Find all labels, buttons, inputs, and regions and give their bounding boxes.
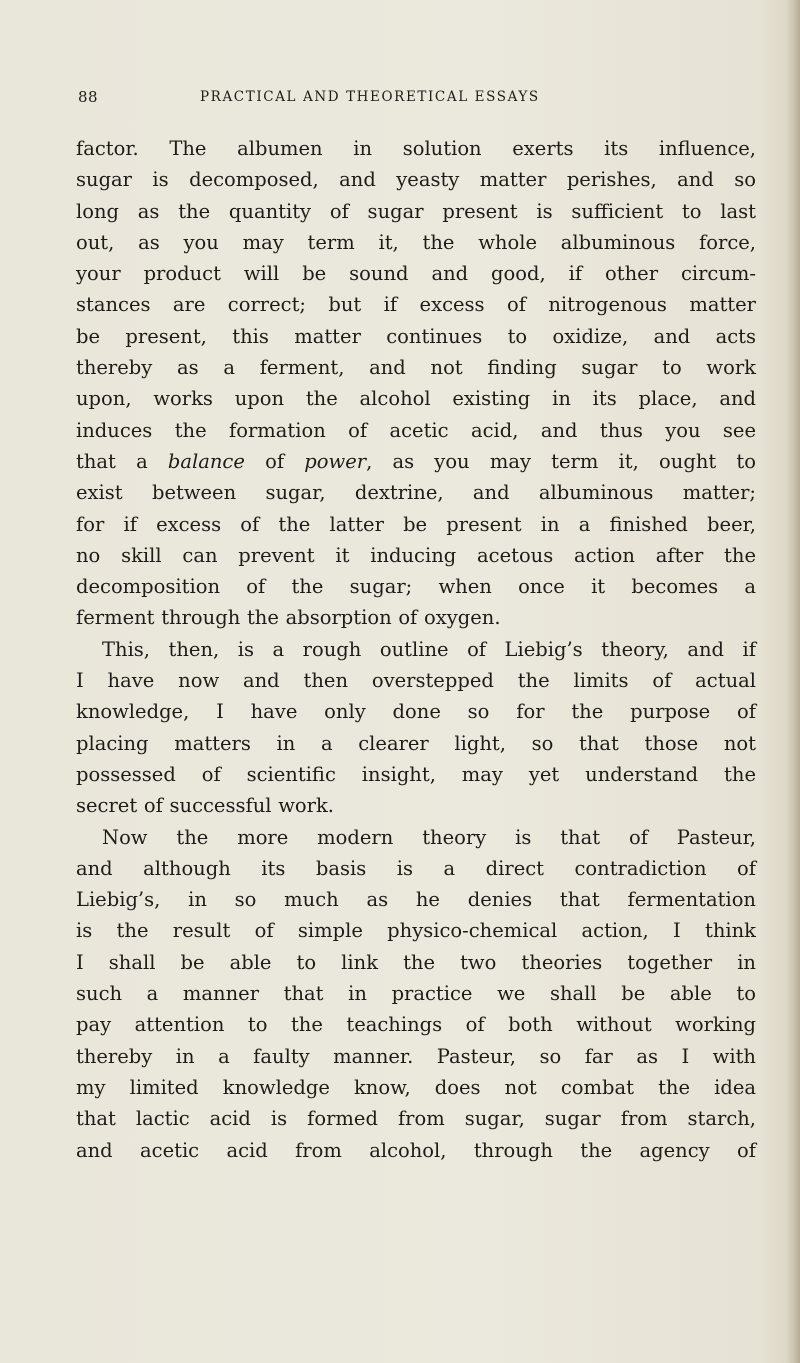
text-line xyxy=(76,446,756,477)
text-line: factor. The albumen in solution exerts its influence, xyxy=(76,137,756,160)
text-line: your product will be sound and good, if other circum- xyxy=(76,262,756,286)
text-line: sugar is decomposed, and yeasty matter perishes, and so xyxy=(76,168,756,192)
text-line: that lactic acid is formed from sugar, sugar from starch, xyxy=(76,1107,756,1131)
text-run: , as you may term it, ought to xyxy=(366,449,756,473)
text-line: long as the quantity of sugar present is sufficient to last xyxy=(76,199,756,223)
text-line: Liebig’s, in so much as he denies that fermentation xyxy=(76,888,756,912)
text-line: out, as you may term it, the whole albuminous force, xyxy=(76,230,756,254)
text-run: that a xyxy=(76,449,168,473)
text-line: Now the more modern theory is that of Pasteur, xyxy=(102,825,756,849)
text-line: and acetic acid from alcohol, through the agency of xyxy=(76,1138,756,1162)
text-line: my limited knowledge know, does not combat the idea xyxy=(76,1075,756,1099)
text-line: be present, this matter continues to oxidize, and acts xyxy=(76,324,756,348)
text-line: ferment through the absorption of oxygen. xyxy=(76,606,501,630)
running-head: PRACTICAL AND THEORETICAL ESSAYS xyxy=(200,89,540,105)
text-line: I shall be able to link the two theories together in xyxy=(76,950,756,974)
italic-word: balance xyxy=(167,449,245,473)
page-edge-shadow xyxy=(786,0,800,1363)
text-line: such a manner that in practice we shall be able to xyxy=(76,982,756,1006)
text-line: for if excess of the latter be present in a finished beer, xyxy=(76,512,756,536)
text-line: stances are correct; but if excess of nitrogenous matter xyxy=(76,293,756,317)
italic-word: power xyxy=(304,449,367,473)
text-line: exist between sugar, dextrine, and albuminous matter; xyxy=(76,481,756,505)
page-number: 88 xyxy=(78,88,99,106)
text-line: secret of successful work. xyxy=(76,794,334,818)
text-line: knowledge, I have only done so for the purpose of xyxy=(76,700,756,724)
text-run: of xyxy=(244,449,305,473)
text-line: placing matters in a clearer light, so that those not xyxy=(76,731,756,755)
text-line: possessed of scientific insight, may yet understand the xyxy=(76,762,756,786)
text-line: I have now and then overstepped the limits of actual xyxy=(76,669,756,693)
text-line: decomposition of the sugar; when once it becomes a xyxy=(76,575,756,599)
text-line: pay attention to the teachings of both without working xyxy=(76,1013,756,1037)
text-line: thereby as a ferment, and not finding sugar to work xyxy=(76,356,756,380)
text-line: thereby in a faulty manner. Pasteur, so far as I with xyxy=(76,1044,756,1068)
text-line: no skill can prevent it inducing acetous action after the xyxy=(76,543,756,567)
text-line: is the result of simple physico-chemical action, I think xyxy=(76,919,756,943)
text-line: induces the formation of acetic acid, and thus you see xyxy=(76,418,756,442)
page-header xyxy=(78,88,738,110)
text-line: upon, works upon the alcohol existing in its place, and xyxy=(76,387,756,411)
body-text xyxy=(76,133,756,1166)
text-line: and although its basis is a direct contradiction of xyxy=(76,856,756,880)
text-line: This, then, is a rough outline of Liebig’s theory, and if xyxy=(102,637,756,661)
